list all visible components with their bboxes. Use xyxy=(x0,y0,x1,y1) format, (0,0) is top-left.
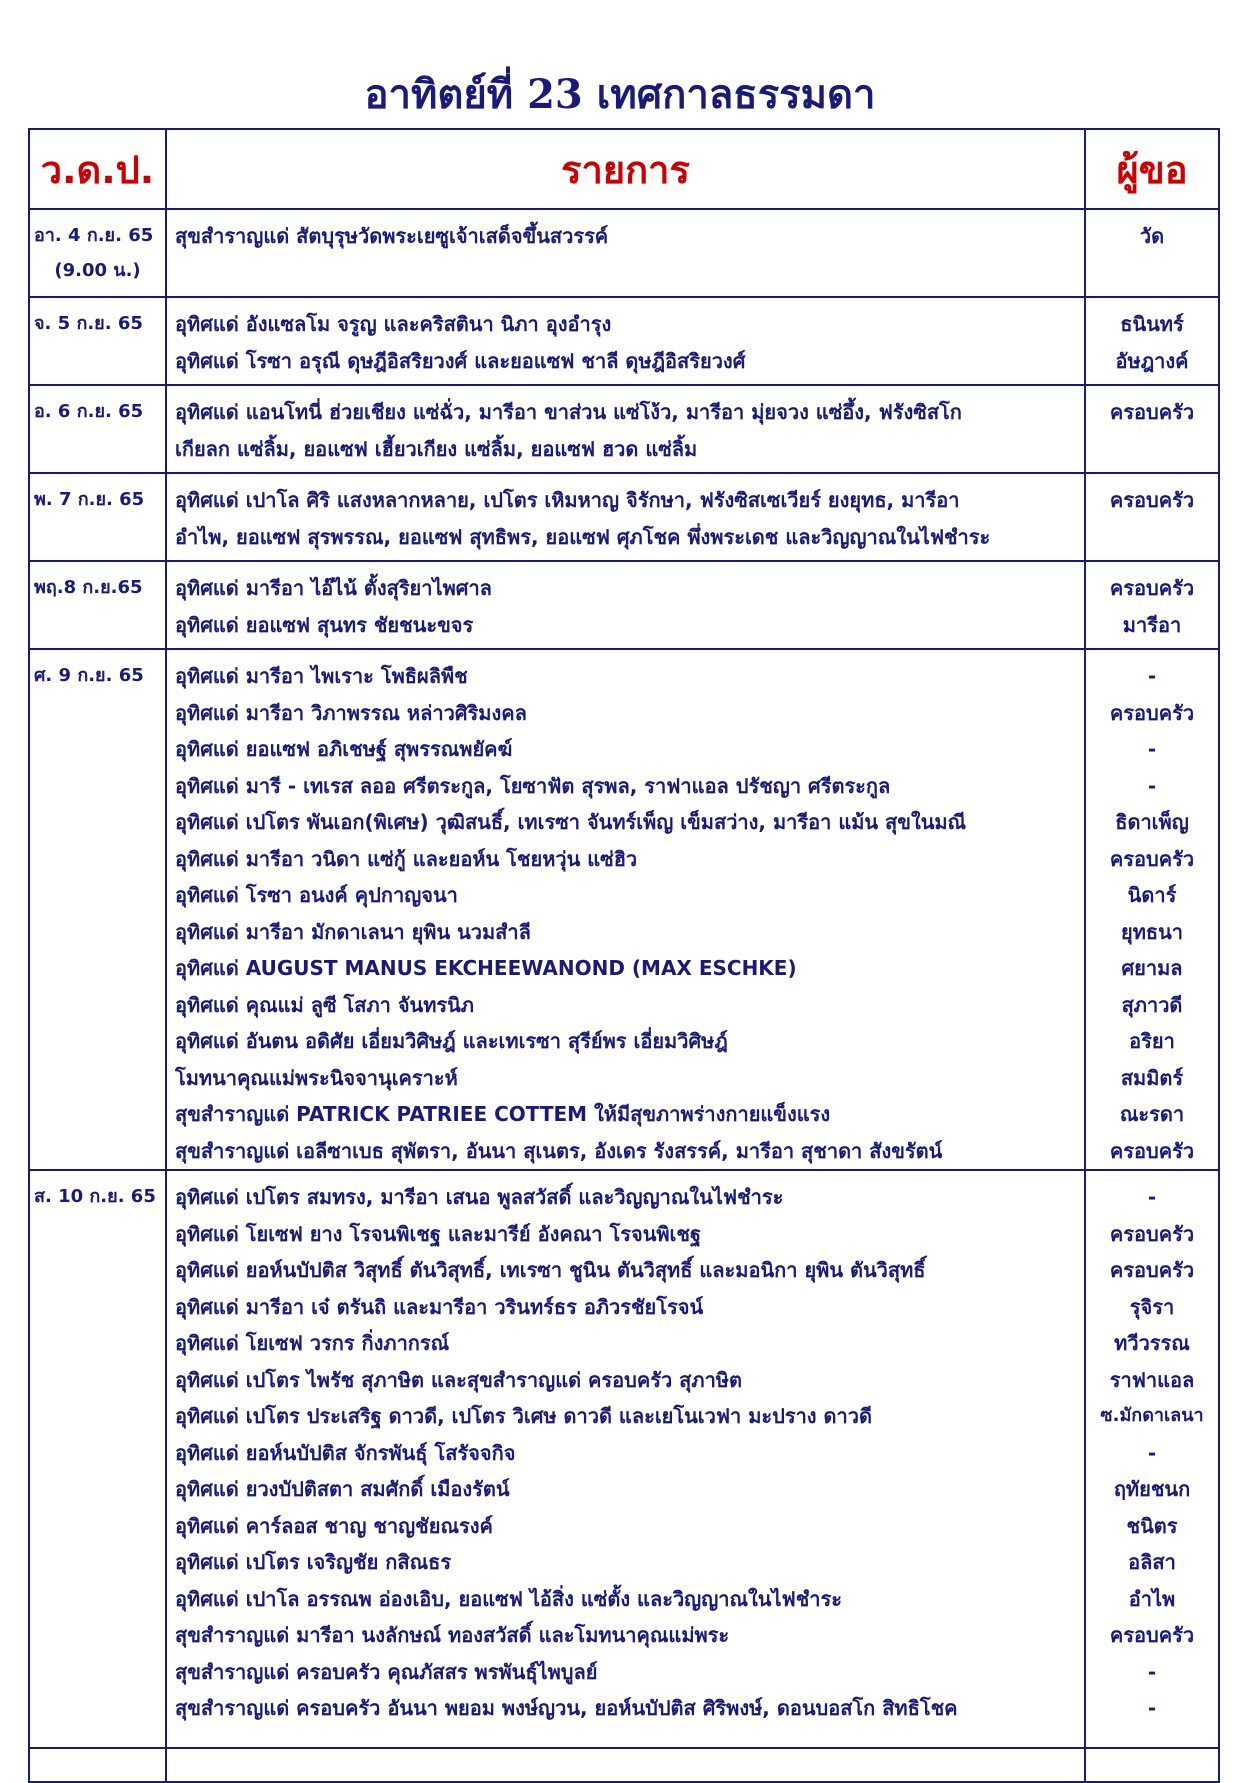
requester-line: - xyxy=(1147,1440,1157,1465)
intention-line: อุทิศแด่ โรซา อนงค์ คุปกาญจนา xyxy=(175,883,458,907)
intention-line: สุขสำราญแด่ ครอบครัว อันนา พยอม พงษ์ญวน, ยอห์นบัปติส ศิริพงษ์, ดอนบอสโก สิทธิโชค xyxy=(175,1696,958,1720)
empty-cell xyxy=(29,1748,166,1782)
intention-line: อุทิศแด่ อันตน อดิศัย เอี่ยมวิศิษฎ์ และเทเรซา สุรีย์พร เอี่ยมวิศิษฎ์ xyxy=(175,1029,728,1053)
table-row xyxy=(29,209,1219,297)
requester-line: ครอบครัว xyxy=(1109,400,1195,424)
intention-line: สุขสำราญแด่ PATRICK PATRIEE COTTEM ให้มีสุขภาพร่างกายแข็งแรง xyxy=(175,1102,831,1126)
intention-line: อุทิศแด่ เปโตร สมทรง, มารีอา เสนอ พูลสวัสดิ์ และวิญญาณในไฟชำระ xyxy=(175,1185,784,1209)
date-time-text: (9.00 น.) xyxy=(54,260,141,281)
empty-cell xyxy=(1085,1748,1219,1782)
date-text: ส. 10 ก.ย. 65 xyxy=(34,1186,156,1207)
date-cell xyxy=(29,385,166,473)
intention-cell xyxy=(166,385,1085,473)
intention-line: อุทิศแด่ อังแซลโม จรูญ และคริสตินา นิภา อุงอำรุง xyxy=(175,312,612,336)
intention-line: อุทิศแด่ มารีอา เจ๋ ตรันถิ และมารีอา วรินทร์ธร อภิวรชัยโรจน์ xyxy=(175,1294,704,1319)
intention-line: อุทิศแด่ ยอแซฟ อภิเชษฐ์ สุพรรณพยัคฆ์ xyxy=(175,737,513,761)
intention-line: สุขสำราญแด่ มารีอา นงลักษณ์ ทองสวัสดิ์ และโมทนาคุณแม่พระ xyxy=(175,1623,730,1647)
intention-line: อุทิศแด่ ยอแซฟ สุนทร ชัยชนะขจร xyxy=(175,612,474,637)
requester-line: ณะรดา xyxy=(1119,1102,1185,1126)
requester-cell xyxy=(1085,649,1219,1170)
date-cell xyxy=(29,1170,166,1748)
requester-line: สุภาวดี xyxy=(1121,992,1183,1017)
table-row xyxy=(29,473,1219,561)
requester-cell xyxy=(1085,473,1219,561)
requester-line: - xyxy=(1147,1185,1157,1209)
intention-line: อุทิศแด่ มารีอา มักดาเลนา ยุพิน นวมสำลี xyxy=(175,919,531,944)
requester-cell xyxy=(1085,1170,1219,1748)
intention-line: อุทิศแด่ คุณแม่ ลูซี โสภา จันทรนิภ xyxy=(175,992,474,1017)
requester-line: ครอบครัว xyxy=(1109,488,1195,512)
requester-line: ชนิตร xyxy=(1126,1513,1178,1538)
intention-line: อุทิศแด่ เปโตร พันเอก(พิเศษ) วุฒิสนธิ์, เทเรซา จันทร์เพ็ญ เข็มสว่าง, มารีอา แม้น สุขในมณี xyxy=(175,810,967,834)
requester-line: ยุทธนา xyxy=(1120,919,1183,944)
requester-cell xyxy=(1085,209,1219,297)
intention-line: สุขสำราญแด่ เอลีซาเบธ สุพัตรา, อันนา สุเนตร, อังเดร รังสรรค์, มารีอา สุชาดา สังขรัตน์ xyxy=(175,1138,943,1163)
header-requester: ผู้ขอ xyxy=(1085,129,1219,209)
date-text: จ. 5 ก.ย. 65 xyxy=(34,313,143,334)
requester-line: ธนินทร์ xyxy=(1120,312,1184,336)
intention-line: อำไพ, ยอแซฟ สุรพรรณ, ยอแซฟ สุทธิพร, ยอแซฟ ศุภโชค พึ่งพระเดช และวิญญาณในไฟชำระ xyxy=(175,524,991,549)
requester-line: - xyxy=(1147,737,1157,761)
date-text: อา. 4 ก.ย. 65 xyxy=(34,225,154,246)
intention-line: อุทิศแด่ มารีอา ไพเราะ โพธิผลิพืช xyxy=(175,664,468,688)
requester-cell xyxy=(1085,385,1219,473)
table-row xyxy=(29,385,1219,473)
intention-line: สุขสำราญแด่ สัตบุรุษวัดพระเยซูเจ้าเสด็จขึ้นสวรรค์ xyxy=(175,224,609,248)
intention-line: อุทิศแด่ เปโตร ไพรัช สุภาษิต และสุขสำราญแด่ ครอบครัว สุภาษิต xyxy=(175,1367,742,1392)
requester-line: มารีอา xyxy=(1122,612,1182,637)
requester-line: ทวีวรรณ xyxy=(1114,1331,1190,1355)
table-row xyxy=(29,649,1219,1170)
requester-line: - xyxy=(1147,773,1157,798)
intention-line: อุทิศแด่ AUGUST MANUS EKCHEEWANOND (MAX ESCHKE) xyxy=(175,956,797,980)
intention-line: อุทิศแด่ เปาโล อรรณพ อ่องเอิบ, ยอแซฟ ไอ้สิ่ง แซ่ตั้ง และวิญญาณในไฟชำระ xyxy=(175,1586,842,1611)
date-cell xyxy=(29,209,166,297)
page-title: อาทิตย์ที่ 23 เทศกาลธรรมดา xyxy=(364,71,876,118)
requester-line: ฤทัยชนก xyxy=(1113,1477,1191,1501)
intention-line: อุทิศแด่ เปโตร ประเสริฐ ดาวดี, เปโตร วิเศษ ดาวดี และเยโนเวฟา มะปราง ดาวดี xyxy=(175,1404,872,1428)
requester-line: อริยา xyxy=(1129,1029,1175,1053)
requester-line: วัด xyxy=(1139,224,1165,248)
intention-cell xyxy=(166,209,1085,297)
requester-line: ครอบครัว xyxy=(1109,700,1195,725)
requester-line: ครอบครัว xyxy=(1109,1138,1195,1163)
requester-line: ศยามล xyxy=(1121,956,1183,980)
requester-line: ครอบครัว xyxy=(1109,1623,1195,1647)
header-date: ว.ด.ป. xyxy=(29,129,166,209)
requester-line: ซ.มักดาเลนา xyxy=(1100,1405,1204,1426)
date-cell xyxy=(29,561,166,649)
requester-line: ครอบครัว xyxy=(1109,1221,1195,1246)
requester-line: นิดาร์ xyxy=(1127,883,1177,907)
date-text: ศ. 9 ก.ย. 65 xyxy=(34,665,144,686)
requester-line: - xyxy=(1147,1696,1157,1720)
header-list: รายการ xyxy=(166,129,1085,209)
table-row xyxy=(29,297,1219,385)
intention-line: อุทิศแด่ มารีอา วิภาพรรณ หล่าวศิริมงคล xyxy=(175,700,527,725)
intention-line: อุทิศแด่ มารีอา วนิดา แซ่กู้ และยอห์น โชยหวุ่น แซ่ฮิว xyxy=(175,846,638,871)
requester-line: รุจิรา xyxy=(1129,1294,1175,1319)
intention-line: อุทิศแด่ เปาโล ศิริ แสงหลากหลาย, เปโตร เหิมหาญ จิรักษา, ฟรังซิสเซเวียร์ ยงยุทธ, มารีอา xyxy=(175,488,960,512)
intention-line: อุทิศแด่ ยอห์นบัปติส จักรพันธุ์ โสรัจจกิจ xyxy=(175,1440,516,1465)
requester-line: ครอบครัว xyxy=(1109,846,1195,871)
schedule-table xyxy=(28,128,1220,1783)
intention-line: อุทิศแด่ แอนโทนี่ ฮ่วยเชียง แซ่ฉั่ว, มารีอา ขาส่วน แซ่โง้ว, มารีอา มุ่ยจวง แซ่อึ้ง, ฟรังซิสโก xyxy=(175,400,962,424)
intention-line: อุทิศแด่ เปโตร เจริญชัย กสิณธร xyxy=(175,1550,452,1574)
date-text: อ. 6 ก.ย. 65 xyxy=(34,401,144,422)
requester-line: อลิสา xyxy=(1128,1550,1176,1574)
intention-cell xyxy=(166,649,1085,1170)
requester-line: - xyxy=(1147,664,1157,688)
requester-line: ราฟาแอล xyxy=(1109,1367,1195,1392)
requester-line: - xyxy=(1147,1659,1157,1684)
date-cell xyxy=(29,473,166,561)
intention-cell xyxy=(166,297,1085,385)
intention-line: อุทิศแด่ ยอห์นบัปติส วิสุทธิ์ ตันวิสุทธิ์, เทเรซา ชูนิน ตันวิสุทธิ์ และมอนิกา ยุพิน ตันวิสุทธิ์ xyxy=(175,1258,926,1282)
table-row xyxy=(29,561,1219,649)
intention-line: อุทิศแด่ มารี - เทเรส ลออ ศรีตระกูล, โยซาฟัต สุรพล, ราฟาแอล ปรัชญา ศรีตระกูล xyxy=(175,773,891,798)
intention-line: อุทิศแด่ คาร์ลอส ชาญ ชาญชัยณรงค์ xyxy=(175,1513,493,1538)
intention-line: โมทนาคุณแม่พระนิจจานุเคราะห์ xyxy=(175,1065,458,1090)
intention-line: สุขสำราญแด่ ครอบครัว คุณภัสสร พรพันธุ์ไพบูลย์ xyxy=(175,1659,598,1684)
intention-line: เกียลก แซ่ลิ้ม, ยอแซฟ เฮี้ยวเกียง แซ่ลิ้ม, ยอแซฟ ฮวด แซ่ลิ้ม xyxy=(175,436,698,461)
table-row xyxy=(29,1170,1219,1748)
intention-cell xyxy=(166,561,1085,649)
requester-line: สมมิตร์ xyxy=(1120,1065,1184,1090)
requester-line: อัษฎางค์ xyxy=(1115,348,1189,373)
date-cell xyxy=(29,649,166,1170)
date-text: พ. 7 ก.ย. 65 xyxy=(34,489,145,510)
requester-line: ธิดาเพ็ญ xyxy=(1115,810,1189,834)
date-cell xyxy=(29,297,166,385)
header-row xyxy=(29,129,1219,209)
intention-line: อุทิศแด่ โรซา อรุณี ดุษฎีอิสริยวงศ์ และยอแซฟ ชาลี ดุษฎีอิสริยวงศ์ xyxy=(175,348,746,373)
intention-line: อุทิศแด่ โยเซฟ ยาง โรจนพิเชฐ และมารีย์ อังคณา โรจนพิเชฐ xyxy=(175,1221,702,1246)
intention-cell xyxy=(166,1170,1085,1748)
empty-cell xyxy=(166,1748,1085,1782)
intention-line: อุทิศแด่ มารีอา ไอ๊ไน้ ตั้งสุริยาไพศาล xyxy=(175,576,492,600)
requester-cell xyxy=(1085,297,1219,385)
intention-cell xyxy=(166,473,1085,561)
intention-line: อุทิศแด่ โยเซฟ วรกร กิ่งภากรณ์ xyxy=(175,1331,450,1355)
table-row-partial xyxy=(29,1748,1219,1782)
requester-line: อำไพ xyxy=(1128,1586,1176,1611)
intention-line: อุทิศแด่ ยวงบัปติสตา สมศักดิ์ เมืองรัตน์ xyxy=(175,1477,510,1501)
date-text: พฤ.8 ก.ย.65 xyxy=(34,577,143,598)
requester-cell xyxy=(1085,561,1219,649)
requester-line: ครอบครัว xyxy=(1109,1258,1195,1282)
requester-line: ครอบครัว xyxy=(1109,576,1195,600)
